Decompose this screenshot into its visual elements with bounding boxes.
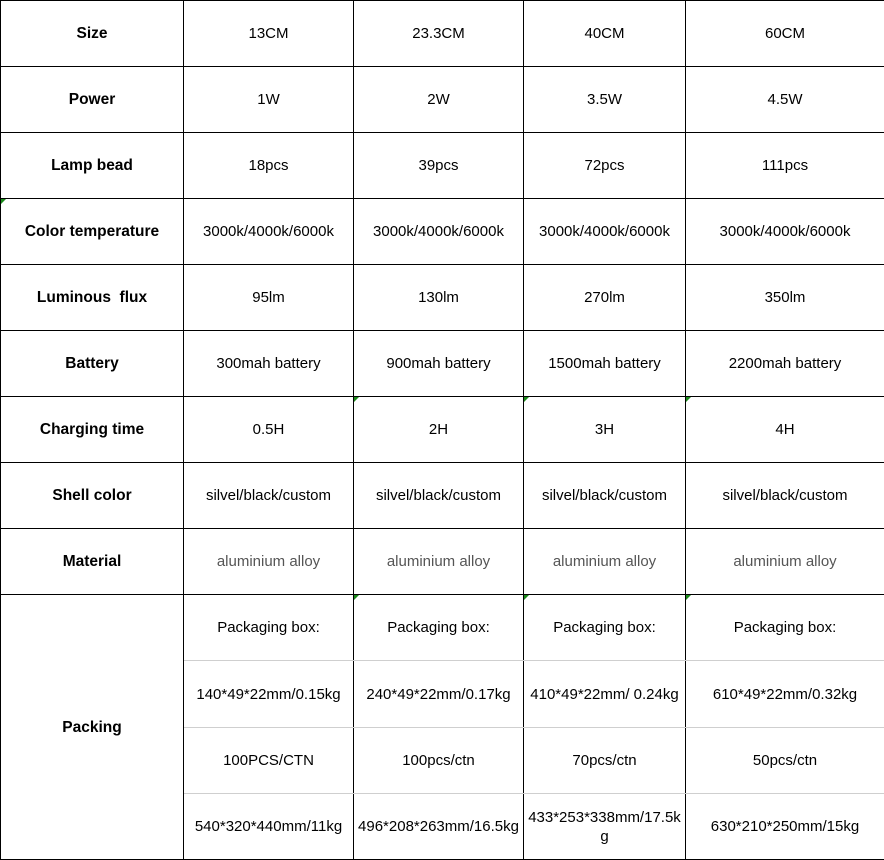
cell-value: 240*49*22mm/0.17kg: [354, 661, 524, 728]
cell-value: silvel/black/custom: [686, 463, 884, 529]
cell-value: 900mah battery: [354, 331, 524, 397]
cell-value: 13CM: [184, 1, 354, 67]
cell-value: [524, 397, 686, 463]
cell-value: 39pcs: [354, 133, 524, 199]
row-material: [1, 529, 884, 595]
row-label: Shell color: [1, 463, 184, 529]
cell-value: [354, 397, 524, 463]
cell-value: Packaging box:: [184, 595, 354, 661]
cell-value-text: 3H: [595, 421, 614, 438]
cell-value: 4.5W: [686, 67, 884, 133]
cell-value-text: Packaging box:: [553, 619, 656, 636]
cell-value: 3.5W: [524, 67, 686, 133]
cell-marker: [686, 595, 691, 600]
cell-value: 18pcs: [184, 133, 354, 199]
cell-value: 130lm: [354, 265, 524, 331]
cell-value: 1W: [184, 67, 354, 133]
cell-value: 3000k/4000k/6000k: [354, 199, 524, 265]
cell-marker: [524, 595, 529, 600]
row-label-text: Color temperature: [25, 223, 159, 240]
cell-value: 140*49*22mm/0.15kg: [184, 661, 354, 728]
row-shell-color: [1, 463, 884, 529]
cell-value: [686, 595, 884, 661]
cell-marker: [686, 397, 691, 402]
cell-value: 3000k/4000k/6000k: [524, 199, 686, 265]
cell-value-text: Packaging box:: [734, 619, 837, 636]
cell-value: silvel/black/custom: [354, 463, 524, 529]
cell-value: [524, 595, 686, 661]
row-label: Packing: [1, 595, 184, 860]
cell-value: 3000k/4000k/6000k: [686, 199, 884, 265]
row-label: Size: [1, 1, 184, 67]
row-label: [1, 199, 184, 265]
row-battery: [1, 331, 884, 397]
cell-value: 95lm: [184, 265, 354, 331]
cell-value: aluminium alloy: [524, 529, 686, 595]
cell-value-text: 4H: [775, 421, 794, 438]
cell-value: 350lm: [686, 265, 884, 331]
cell-value: 2200mah battery: [686, 331, 884, 397]
cell-value: aluminium alloy: [184, 529, 354, 595]
cell-value: 630*210*250mm/15kg: [686, 794, 884, 860]
row-lamp-bead: [1, 133, 884, 199]
row-label: Charging time: [1, 397, 184, 463]
cell-value: aluminium alloy: [686, 529, 884, 595]
cell-value: 496*208*263mm/16.5kg: [354, 794, 524, 860]
cell-value: 70pcs/ctn: [524, 728, 686, 794]
cell-value: [354, 595, 524, 661]
cell-value: 1500mah battery: [524, 331, 686, 397]
cell-value: 610*49*22mm/0.32kg: [686, 661, 884, 728]
cell-value: 300mah battery: [184, 331, 354, 397]
row-color-temperature: [1, 199, 884, 265]
row-charging-time: [1, 397, 884, 463]
cell-value: 0.5H: [184, 397, 354, 463]
cell-value: 111pcs: [686, 133, 884, 199]
row-label: Lamp bead: [1, 133, 184, 199]
cell-value: 540*320*440mm/11kg: [184, 794, 354, 860]
cell-value: 100pcs/ctn: [354, 728, 524, 794]
cell-value: 100PCS/CTN: [184, 728, 354, 794]
row-power: [1, 67, 884, 133]
cell-marker: [524, 397, 529, 402]
row-packing-box-label: [1, 595, 884, 661]
cell-value: 2W: [354, 67, 524, 133]
cell-value: 50pcs/ctn: [686, 728, 884, 794]
cell-value: 23.3CM: [354, 1, 524, 67]
cell-value: 433*253*338mm/17.5kg: [524, 794, 686, 860]
cell-value: 270lm: [524, 265, 686, 331]
cell-value: silvel/black/custom: [524, 463, 686, 529]
row-luminous-flux: [1, 265, 884, 331]
row-label: Luminous flux: [1, 265, 184, 331]
row-label: Material: [1, 529, 184, 595]
cell-marker: [354, 595, 359, 600]
row-size: [1, 1, 884, 67]
cell-marker: [1, 199, 6, 204]
cell-value: 72pcs: [524, 133, 686, 199]
cell-value: [686, 397, 884, 463]
cell-value: aluminium alloy: [354, 529, 524, 595]
cell-value: 60CM: [686, 1, 884, 67]
cell-value: 3000k/4000k/6000k: [184, 199, 354, 265]
cell-value: 410*49*22mm/ 0.24kg: [524, 661, 686, 728]
row-label: Power: [1, 67, 184, 133]
cell-value-text: Packaging box:: [387, 619, 490, 636]
cell-value-text: 2H: [429, 421, 448, 438]
row-label: Battery: [1, 331, 184, 397]
cell-value: silvel/black/custom: [184, 463, 354, 529]
cell-marker: [354, 397, 359, 402]
cell-value: 40CM: [524, 1, 686, 67]
